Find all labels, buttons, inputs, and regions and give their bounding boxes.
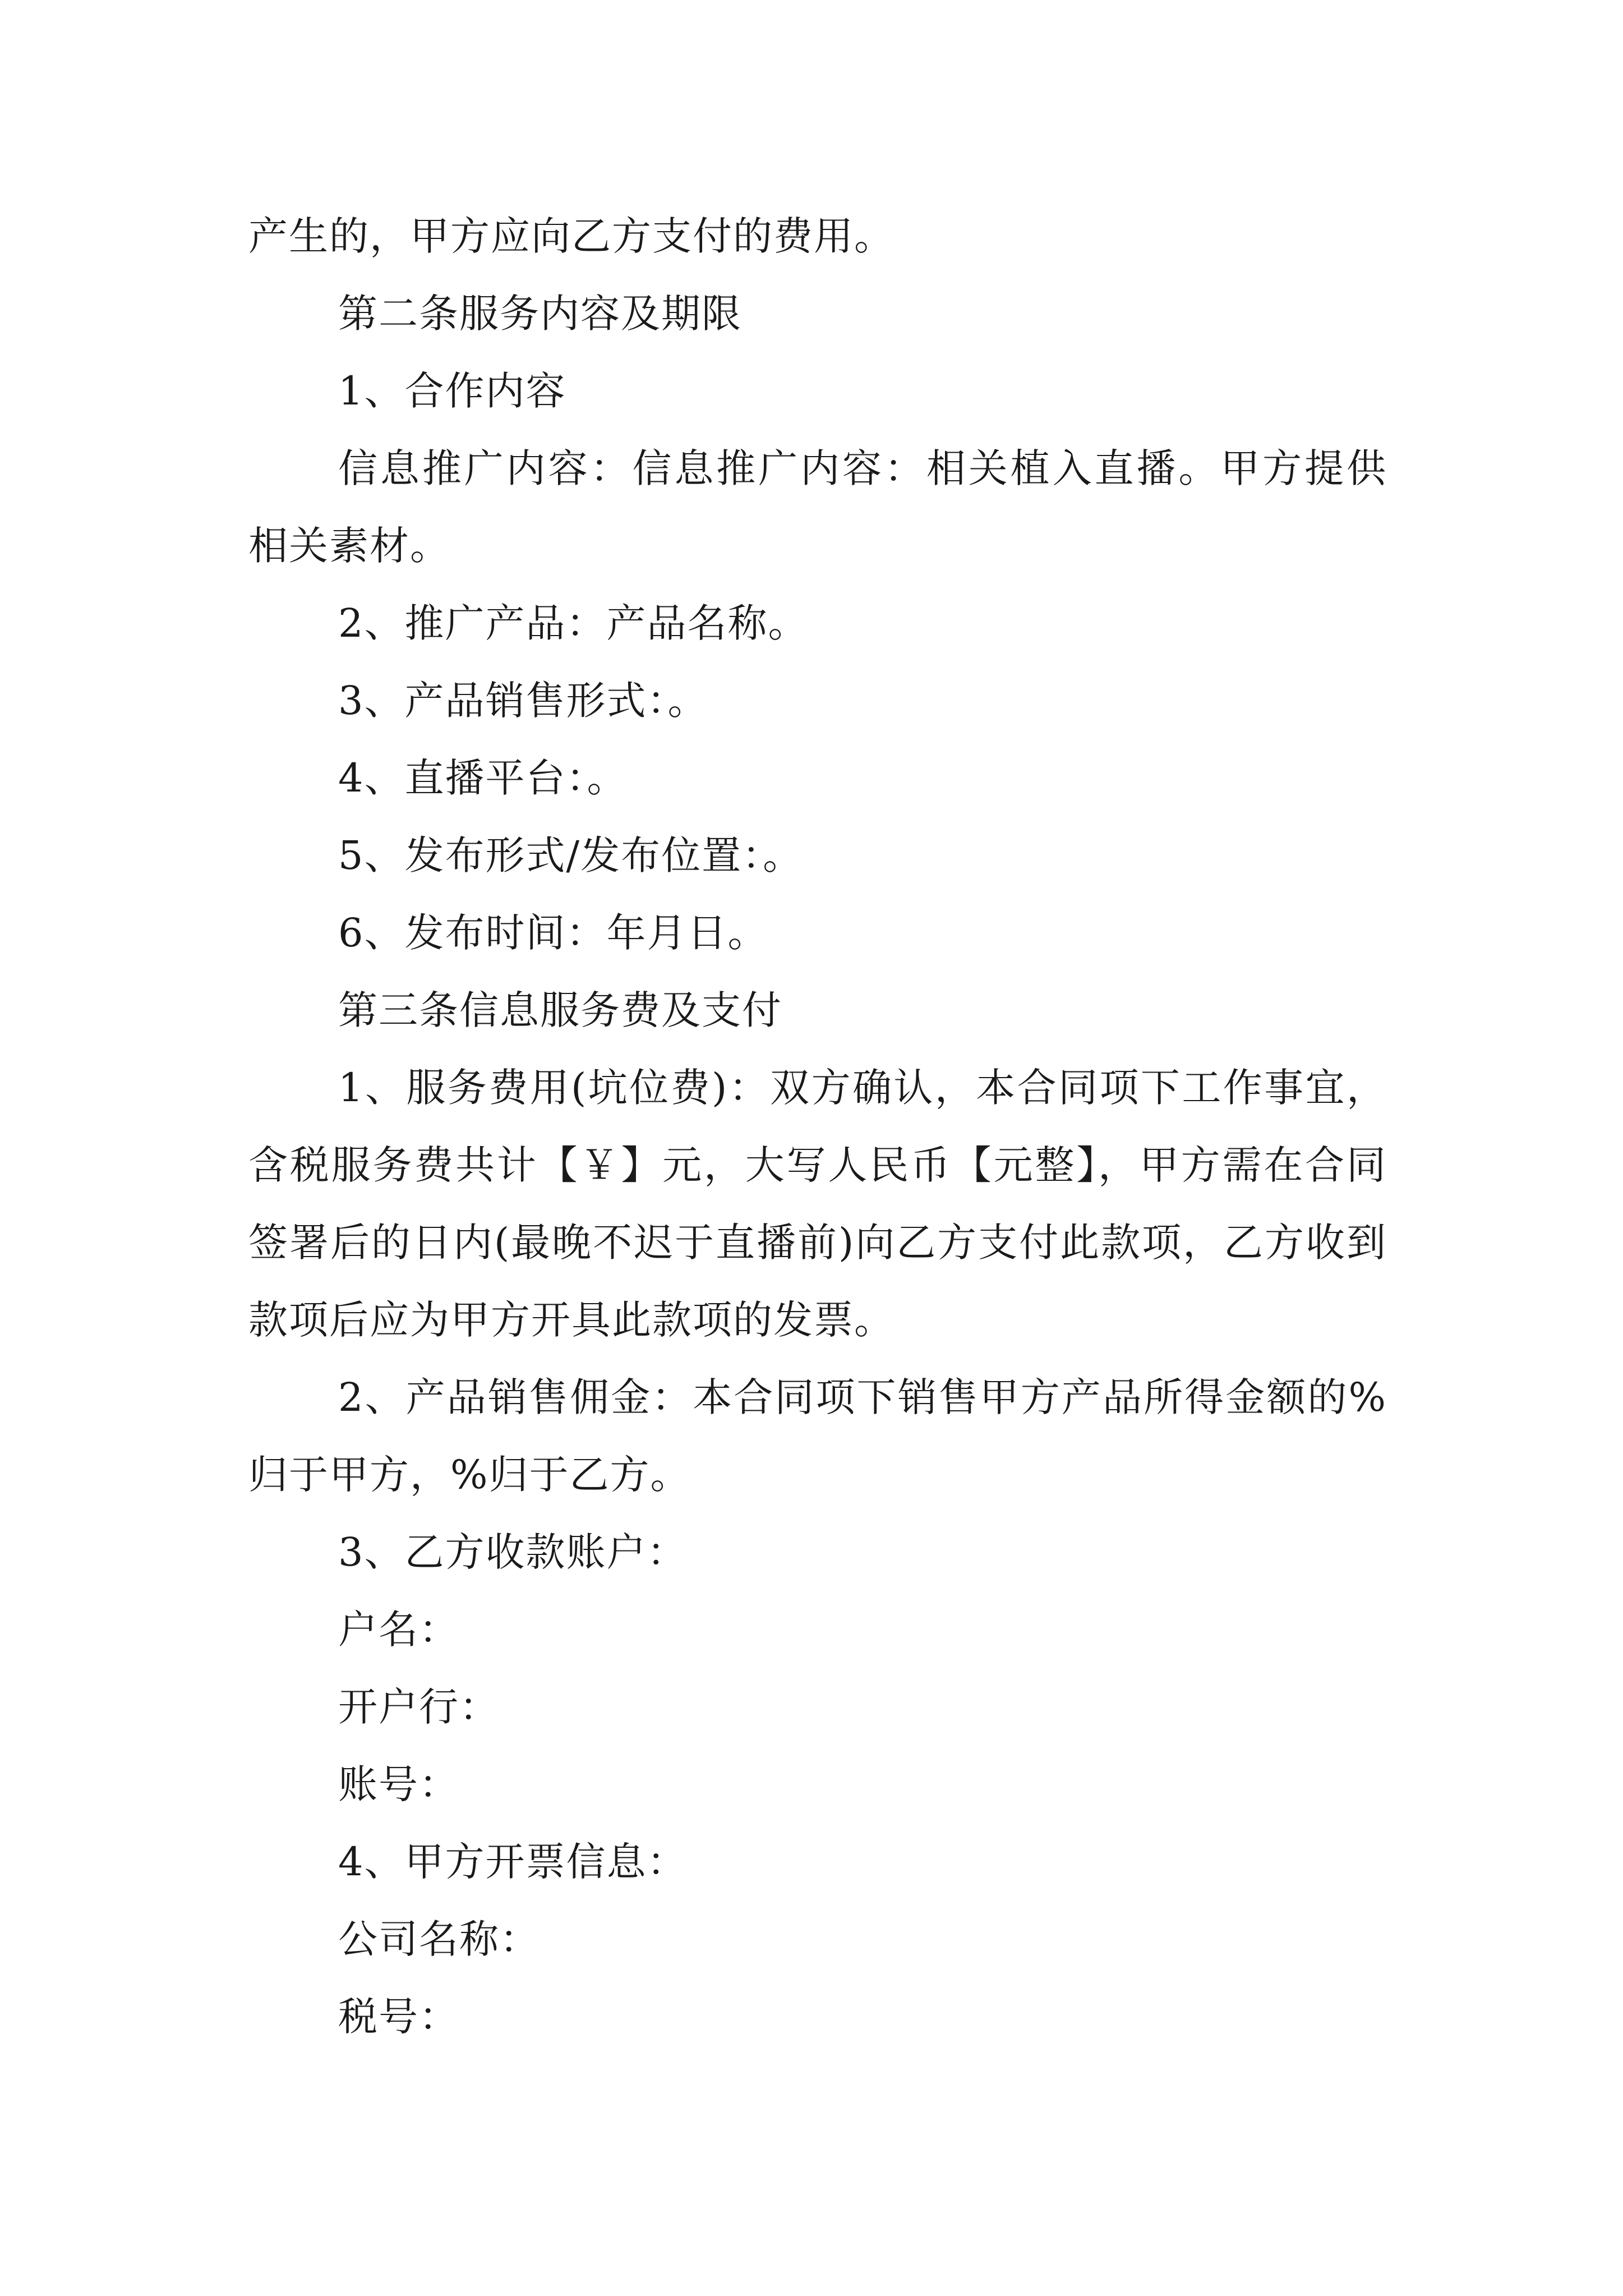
clause-service-fee: 1、服务费用(坑位费)：双方确认，本合同项下工作事宜，含税服务费共计【￥】元，大写人民币【元整】，甲方需在合同签署后的日内(最晚不迟于直播前)向乙方支付此款项，乙方收到款项后应为甲方开具此款项的发票。: [248, 1065, 1387, 1343]
clause-publish-time: 6、发布时间：年月日。: [338, 910, 768, 956]
section-heading-article-2: 第二条服务内容及期限: [338, 291, 742, 337]
clause-promoted-product: 2、推广产品：产品名称。: [338, 600, 809, 646]
paragraph-continuation: 产生的，甲方应向乙方支付的费用。: [248, 213, 895, 259]
field-account-number: 账号：: [338, 1761, 459, 1807]
clause-sales-form: 3、产品销售形式：。: [338, 678, 708, 724]
field-account-name: 户名：: [338, 1607, 459, 1653]
clause-cooperation-content: 1、合作内容: [338, 368, 566, 414]
clause-live-platform: 4、直播平台：。: [338, 755, 628, 801]
field-company-name: 公司名称：: [338, 1916, 540, 1962]
clause-receiving-account: 3、乙方收款账户：: [338, 1529, 688, 1575]
paragraph-promotion-content: 信息推广内容：信息推广内容：相关植入直播。甲方提供相关素材。: [248, 445, 1387, 569]
field-tax-number: 税号：: [338, 1994, 459, 2040]
section-heading-article-3: 第三条信息服务费及支付: [338, 987, 782, 1033]
clause-invoice-info: 4、甲方开票信息：: [338, 1839, 688, 1885]
clause-sales-commission: 2、产品销售佣金：本合同项下销售甲方产品所得金额的%归于甲方，%归于乙方。: [248, 1374, 1387, 1498]
clause-publish-form: 5、发布形式/发布位置：。: [338, 832, 804, 878]
field-bank: 开户行：: [338, 1684, 500, 1730]
document-body: [248, 197, 1387, 2055]
